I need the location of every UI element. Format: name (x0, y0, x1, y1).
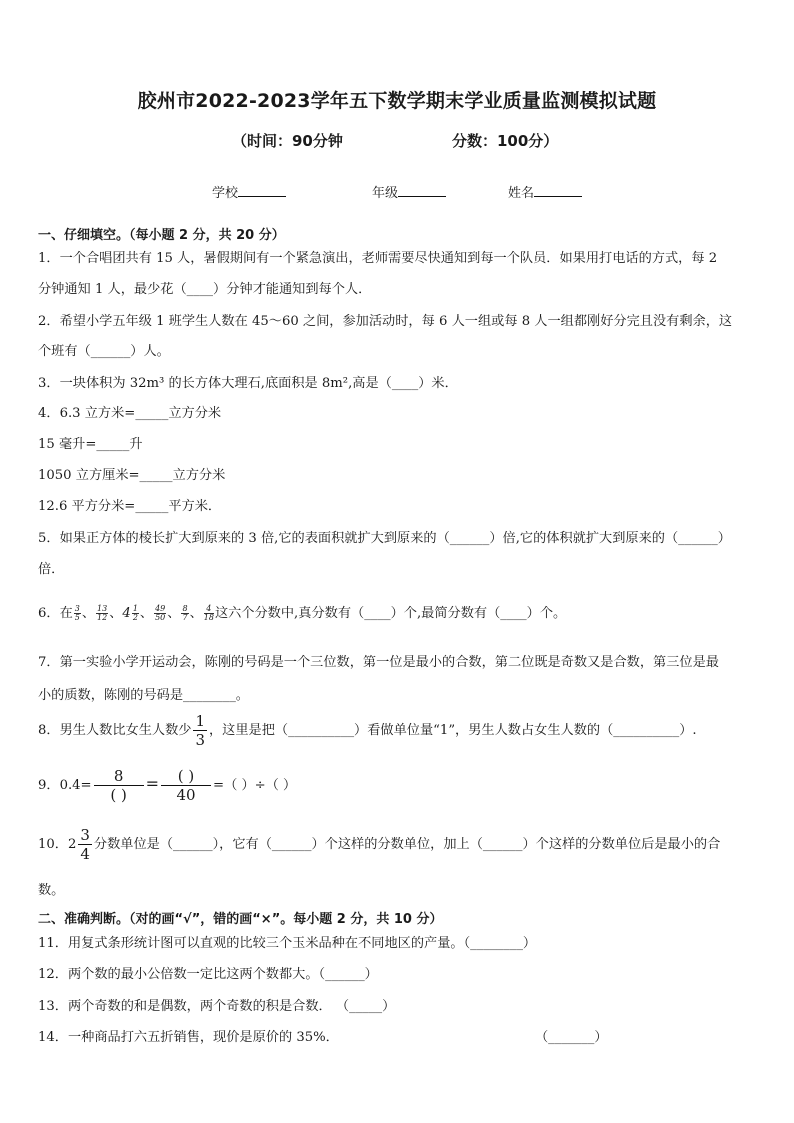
q10-fraction: $\frac{3}{4}$ (80, 826, 90, 863)
q8-suffix: ，这里是把（__________）看做单位量“1”，男生人数占女生人数的（__________）. (209, 723, 697, 738)
q8-fraction: $\frac{1}{3}$ (195, 712, 205, 749)
section-2-heading: 二、准确判断。（对的画“√”，错的画“×”。每小题 2 分，共 10 分） (38, 912, 443, 927)
q6-fraction-6: $\frac{4}{18}$ (203, 604, 214, 622)
q6-fraction-1: $\frac{3}{5}$ (74, 604, 80, 622)
question-8 (38, 712, 697, 750)
q6-fraction-4: $\frac{49}{50}$ (155, 604, 166, 622)
grade-label: 年级 (372, 186, 399, 201)
exam-score: 分数：100分） (452, 132, 559, 150)
page-title: 胶州市2022-2023学年五下数学期末学业质量监测模拟试题 (137, 90, 657, 112)
school-blank (238, 184, 286, 197)
section-1-heading: 一、仔细填空。（每小题 2 分，共 20 分） (38, 228, 285, 243)
name-label: 姓名 (508, 186, 535, 201)
q8-prefix: 8．男生人数比女生人数少 (38, 723, 192, 738)
q9-prefix: 9．0.4= (38, 778, 92, 793)
question-6: 6．在 $\frac{3}{5}$ 、 $\frac{13}{12}$ 、4 $\frac{1}{2}$ 、 $\frac{49}{50}$ 、 $\frac{8}{7}$ 、 $\frac{4}{18}$ 这六个分数中,真分数有（____）个,最简分数有（____）个。 (38, 604, 567, 622)
question-9: 9．0.4= $\frac{8}{( )}$ = $\frac{( )}{40}$ =（ ）÷（ ） (38, 767, 297, 804)
q6-fraction-5: $\frac{8}{7}$ (182, 604, 188, 622)
question-1-line-1: 1．一个合唱团共有 15 人，暑假期间有一个紧急演出，老师需要尽快通知到每一个队员．如果用打电话的方式，每 2 (38, 251, 718, 266)
school-field (212, 182, 286, 201)
q10-suffix: 分数单位是（______），它有（______）个这样的分数单位，加上（______）个这样的分数单位后是最小的合 (93, 837, 721, 852)
question-5-line-2: 倍． (38, 562, 65, 577)
question-10-end: 数。 (38, 883, 65, 898)
question-1-line-2: 分钟通知 1 人，最少花（____）分钟才能通知到每个人． (38, 282, 372, 297)
grade-field (372, 182, 446, 201)
question-4-line-3: 1050 立方厘米=_____立方分米 (38, 468, 226, 483)
question-13: 13．两个奇数的和是偶数，两个奇数的积是合数． （_____） (38, 999, 396, 1014)
q9-fraction-1: $\frac{8}{( )}$ (94, 767, 144, 804)
question-14-answer-blank: （_______） (535, 1030, 608, 1045)
grade-blank (398, 184, 446, 197)
question-4-line-4: 12.6 平方分米=_____平方米． (38, 499, 222, 514)
q6-prefix: 6．在 (38, 606, 73, 621)
question-2-line-2: 个班有（______）人。 (38, 344, 170, 359)
question-12: 12．两个数的最小公倍数一定比这两个数都大。（______） (38, 967, 378, 982)
q10-prefix: 10．2 (38, 837, 77, 852)
q6-fraction-2: $\frac{13}{12}$ (97, 604, 108, 622)
question-5-line-1: 5．如果正方体的棱长扩大到原来的 3 倍,它的表面积就扩大到原来的（______）倍,它的体积就扩大到原来的（______） (38, 531, 731, 546)
question-4-line-2: 15 毫升=_____升 (38, 437, 143, 452)
question-7-line-2: 小的质数，陈刚的号码是________。 (38, 688, 249, 703)
question-7-line-1: 7．第一实验小学开运动会，陈刚的号码是一个三位数，第一位是最小的合数，第二位既是奇数又是合数，第三位是最 (38, 655, 719, 670)
q6-fraction-3: $\frac{1}{2}$ (132, 604, 138, 622)
question-3: 3．一块体积为 32m³ 的长方体大理石,底面积是 8m²,高是（____）米． (38, 376, 458, 391)
q6-whole-3: 4 (122, 606, 131, 621)
q6-suffix: 这六个分数中,真分数有（____）个,最简分数有（____）个。 (214, 606, 567, 621)
school-label: 学校 (212, 186, 239, 201)
q9-fraction-2: $\frac{( )}{40}$ (161, 767, 211, 804)
question-11: 11．用复式条形统计图可以直观的比较三个玉米品种在不同地区的产量。（________） (38, 936, 537, 951)
question-14: 14．一种商品打六五折销售，现价是原价的 35%． (38, 1030, 339, 1045)
name-field (508, 182, 582, 201)
question-2-line-1: 2．希望小学五年级 1 班学生人数在 45～60 之间，参加活动时，每 6 人一组或每 8 人一组都刚好分完且没有剩余，这 (38, 314, 733, 329)
question-10 (38, 826, 720, 864)
name-blank (534, 184, 582, 197)
q9-suffix: =（ ）÷（ ） (213, 778, 297, 793)
exam-time: （时间：90分钟 (232, 132, 343, 150)
question-4-line-1: 4．6.3 立方米=_____立方分米 (38, 406, 222, 421)
